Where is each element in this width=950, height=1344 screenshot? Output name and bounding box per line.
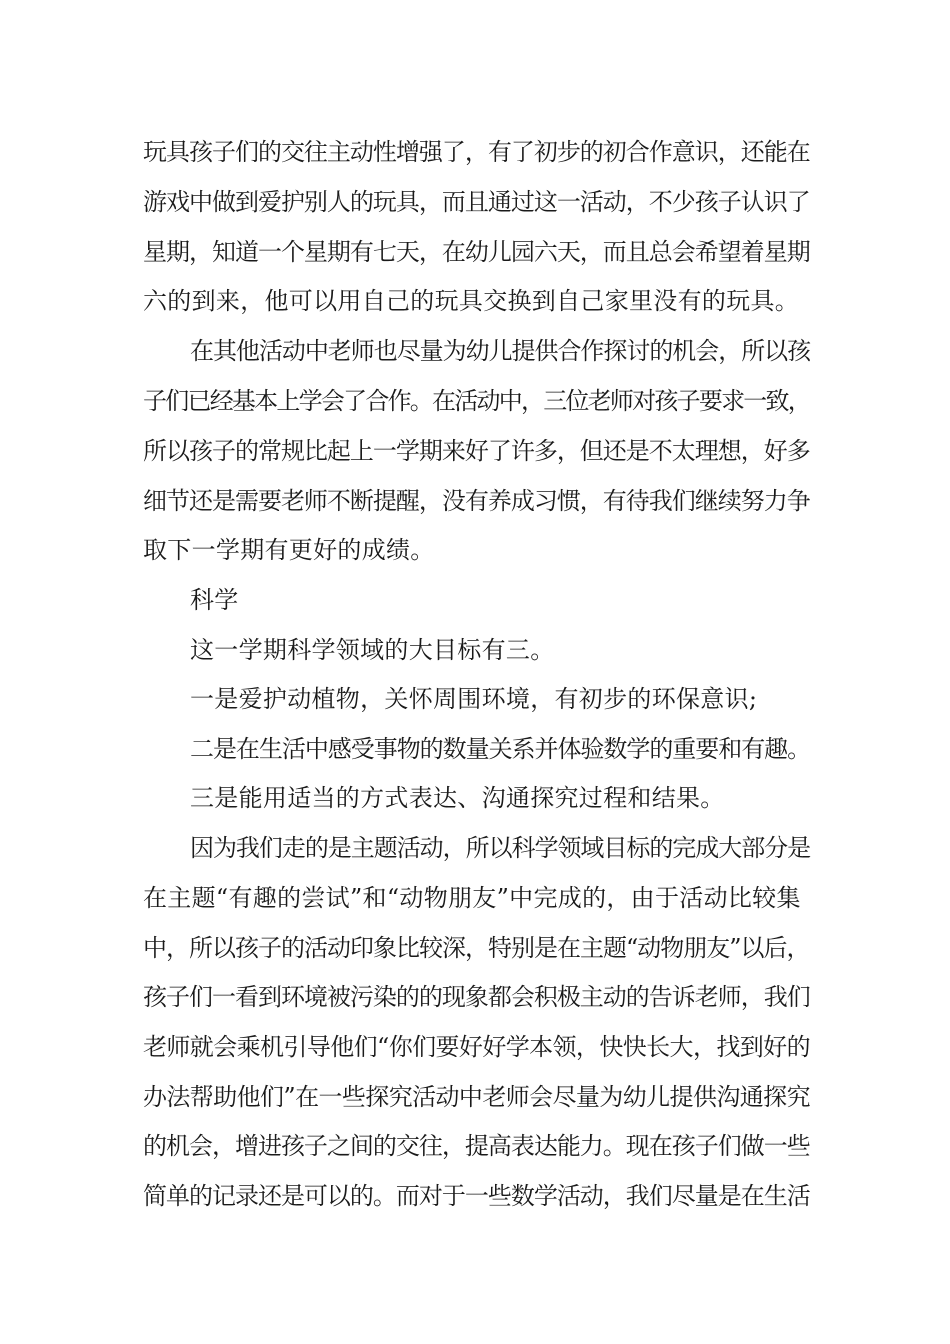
text-line: 所以孩子的常规比起上一学期来好了许多，但还是不太理想，好多 <box>143 437 810 465</box>
paragraph-start-line: 因为我们走的是主题活动，所以科学领域目标的完成大部分是 <box>190 834 811 862</box>
text-line: 简单的记录还是可以的。而对于一些数学活动，我们尽量是在生活 <box>143 1182 810 1210</box>
text-line: 游戏中做到爱护别人的玩具，而且通过这一活动，不少孩子认识了 <box>143 188 810 216</box>
text-line: 取下一学期有更好的成绩。 <box>143 536 435 564</box>
text-line: 在主题“有趣的尝试”和“动物朋友”中完成的，由于活动比较集 <box>143 884 801 912</box>
paragraph-start-line: 二是在生活中感受事物的数量关系并体验数学的重要和有趣。 <box>190 735 811 763</box>
text-line: 星期，知道一个星期有七天，在幼儿园六天，而且总会希望着星期 <box>143 238 810 266</box>
text-line: 中，所以孩子的活动印象比较深，特别是在主题“动物朋友”以后， <box>143 934 810 962</box>
paragraph-start-line: 这一学期科学领域的大目标有三。 <box>190 636 555 664</box>
paragraph-start-line: 三是能用适当的方式表达、沟通探究过程和结果。 <box>190 784 725 812</box>
text-line: 办法帮助他们”在一些探究活动中老师会尽量为幼儿提供沟通探究 <box>143 1083 810 1111</box>
text-line: 孩子们一看到环境被污染的的现象都会积极主动的告诉老师，我们 <box>143 983 810 1011</box>
text-line: 子们已经基本上学会了合作。在活动中，三位老师对孩子要求一致， <box>143 387 810 415</box>
paragraph-start-line: 在其他活动中老师也尽量为幼儿提供合作探讨的机会，所以孩 <box>190 337 811 365</box>
section-heading: 科学 <box>190 586 239 614</box>
paragraph-start-line: 一是爱护动植物，关怀周围环境，有初步的环保意识; <box>190 685 758 713</box>
text-line: 六的到来，他可以用自己的玩具交换到自己家里没有的玩具。 <box>143 287 800 315</box>
text-line: 玩具孩子们的交往主动性增强了，有了初步的初合作意识，还能在 <box>143 138 810 166</box>
text-line: 细节还是需要老师不断提醒，没有养成习惯，有待我们继续努力争 <box>143 487 810 515</box>
text-line: 老师就会乘机引导他们“你们要好好学本领，快快长大，找到好的 <box>143 1033 810 1061</box>
text-line: 的机会，增进孩子之间的交往，提高表达能力。现在孩子们做一些 <box>143 1132 810 1160</box>
